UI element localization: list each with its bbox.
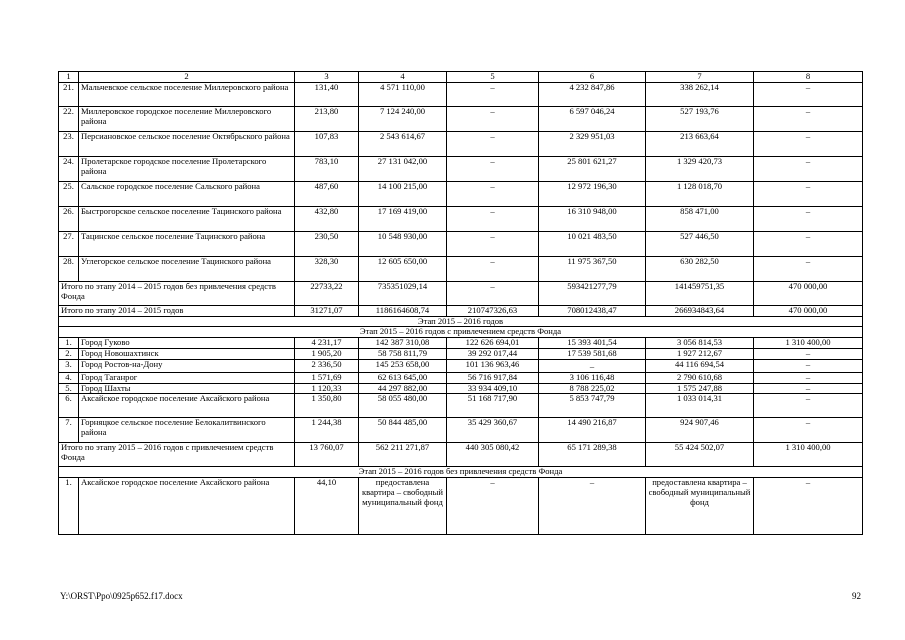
total-label: Итого по этапу 2015 – 2016 годов с привлечением средств Фонда [59, 443, 295, 467]
cell-extra: – [754, 383, 863, 394]
cell-local: 527 446,50 [646, 231, 754, 256]
cell-area: 4 231,17 [295, 338, 359, 349]
settlement-name: Город Таганрог [79, 372, 295, 383]
table-row [59, 256, 863, 281]
row-number: 2. [59, 348, 79, 359]
cell-area: 487,60 [295, 181, 359, 206]
row-number: 25. [59, 181, 79, 206]
cell-extra: – [754, 478, 863, 535]
cell-local: 1 128 018,70 [646, 181, 754, 206]
cell-total-cost: 562 211 271,87 [359, 443, 447, 467]
footer-file-path: Y:\ORST\Ppo\0925p652.f17.docx [60, 591, 183, 601]
cell-extra: – [754, 181, 863, 206]
cell-regional: 25 801 621,27 [539, 156, 646, 181]
cell-fund: 56 716 917,84 [447, 372, 539, 383]
header-cell: 2 [79, 72, 295, 83]
row-number: 1. [59, 478, 79, 535]
cell-fund: – [447, 82, 539, 106]
table-row [59, 372, 863, 383]
cell-total-cost: 7 124 240,00 [359, 106, 447, 131]
cell-fund: – [447, 256, 539, 281]
row-number: 3. [59, 359, 79, 372]
page-number: 92 [852, 591, 861, 601]
cell-fund: – [447, 106, 539, 131]
table-row [59, 106, 863, 131]
cell-local: 1 329 420,73 [646, 156, 754, 181]
cell-fund: 122 626 694,01 [447, 338, 539, 349]
cell-regional: 10 021 483,50 [539, 231, 646, 256]
cell-fund: – [447, 131, 539, 156]
total-row [59, 305, 863, 316]
cell-regional: – [539, 359, 646, 372]
total-label: Итого по этапу 2014 – 2015 годов [59, 305, 295, 316]
cell-total-cost: 50 844 485,00 [359, 418, 447, 443]
row-number: 6. [59, 394, 79, 418]
header-cell: 6 [539, 72, 646, 83]
section-row [59, 467, 863, 478]
row-number: 24. [59, 156, 79, 181]
table-row [59, 418, 863, 443]
table-row [59, 181, 863, 206]
cell-fund: – [447, 156, 539, 181]
section-title: Этап 2015 – 2016 годов [59, 316, 863, 327]
cell-total-cost: 44 297 882,00 [359, 383, 447, 394]
header-cell: 7 [646, 72, 754, 83]
cell-extra: – [754, 348, 863, 359]
table-row [59, 478, 863, 535]
table-row [59, 231, 863, 256]
cell-local: 3 056 814,53 [646, 338, 754, 349]
cell-fund: – [447, 478, 539, 535]
cell-regional: 8 788 225,02 [539, 383, 646, 394]
row-number: 7. [59, 418, 79, 443]
cell-area: 22733,22 [295, 281, 359, 305]
cell-local: 141459751,35 [646, 281, 754, 305]
cell-local: 924 907,46 [646, 418, 754, 443]
cell-area: 1 244,38 [295, 418, 359, 443]
cell-fund: 35 429 360,67 [447, 418, 539, 443]
settlement-name: Углегорское сельское поселение Тацинского района [79, 256, 295, 281]
cell-fund: – [447, 281, 539, 305]
cell-local: 1 575 247,88 [646, 383, 754, 394]
row-number: 22. [59, 106, 79, 131]
row-number: 4. [59, 372, 79, 383]
cell-local: 213 663,64 [646, 131, 754, 156]
settlement-name: Тацинское сельское поселение Тацинского района [79, 231, 295, 256]
cell-area: 1 120,33 [295, 383, 359, 394]
table-row [59, 338, 863, 349]
settlement-name: Город Гуково [79, 338, 295, 349]
section-row [59, 327, 863, 338]
settlement-name: Город Новошахтинск [79, 348, 295, 359]
cell-fund: – [447, 231, 539, 256]
settlement-name: Пролетарское городское поселение Пролетарского района [79, 156, 295, 181]
cell-extra: – [754, 231, 863, 256]
cell-local: 858 471,00 [646, 206, 754, 231]
table-row [59, 348, 863, 359]
cell-total-cost: 1186164608,74 [359, 305, 447, 316]
cell-extra: – [754, 256, 863, 281]
settlement-name: Аксайское городское поселение Аксайского района [79, 478, 295, 535]
header-cell: 3 [295, 72, 359, 83]
cell-fund: – [447, 181, 539, 206]
cell-regional: 17 539 581,68 [539, 348, 646, 359]
cell-extra: 1 310 400,00 [754, 338, 863, 349]
table-row [59, 156, 863, 181]
cell-local: 1 927 212,67 [646, 348, 754, 359]
cell-total-cost: 4 571 110,00 [359, 82, 447, 106]
total-row [59, 443, 863, 467]
cell-total-cost: 12 605 650,00 [359, 256, 447, 281]
cell-extra: – [754, 394, 863, 418]
cell-area: 31271,07 [295, 305, 359, 316]
cell-regional: 3 106 116,48 [539, 372, 646, 383]
cell-regional: 16 310 948,00 [539, 206, 646, 231]
cell-fund: 39 292 017,44 [447, 348, 539, 359]
settlement-name: Мальчевское сельское поселение Миллеровского района [79, 82, 295, 106]
cell-regional: 14 490 216,87 [539, 418, 646, 443]
cell-extra: – [754, 359, 863, 372]
cell-fund: 440 305 080,42 [447, 443, 539, 467]
cell-total-cost: 58 758 811,79 [359, 348, 447, 359]
cell-local: 527 193,76 [646, 106, 754, 131]
cell-area: 213,80 [295, 106, 359, 131]
cell-total-cost: 17 169 419,00 [359, 206, 447, 231]
settlement-name: Аксайское городское поселение Аксайского района [79, 394, 295, 418]
cell-extra: – [754, 131, 863, 156]
cell-total-cost: 735351029,14 [359, 281, 447, 305]
cell-total-cost: 62 613 645,00 [359, 372, 447, 383]
header-cell: 4 [359, 72, 447, 83]
row-number: 5. [59, 383, 79, 394]
cell-fund: 51 168 717,90 [447, 394, 539, 418]
cell-local: 1 033 014,31 [646, 394, 754, 418]
cell-local: 2 790 610,68 [646, 372, 754, 383]
cell-regional: 6 597 046,24 [539, 106, 646, 131]
cell-local: предоставлена квартира – свободный муниципальный фонд [646, 478, 754, 535]
cell-local: 266934843,64 [646, 305, 754, 316]
section-row [59, 316, 863, 327]
row-number: 28. [59, 256, 79, 281]
cell-area: 107,83 [295, 131, 359, 156]
section-subtitle: Этап 2015 – 2016 годов с привлечением средств Фонда [59, 327, 863, 338]
header-cell: 1 [59, 72, 79, 83]
table-row [59, 383, 863, 394]
settlement-name: Персиановское сельское поселение Октябрьского района [79, 131, 295, 156]
cell-fund: 210747326,63 [447, 305, 539, 316]
cell-total-cost: 142 387 310,08 [359, 338, 447, 349]
cell-total-cost: 14 100 215,00 [359, 181, 447, 206]
cell-fund: 101 136 963,46 [447, 359, 539, 372]
row-number: 21. [59, 82, 79, 106]
cell-regional: 708012438,47 [539, 305, 646, 316]
cell-total-cost: 27 131 042,00 [359, 156, 447, 181]
cell-extra: 470 000,00 [754, 305, 863, 316]
settlement-name: Миллеровское городское поселение Миллеровского района [79, 106, 295, 131]
cell-area: 1 905,20 [295, 348, 359, 359]
cell-fund: 33 934 409,10 [447, 383, 539, 394]
table-row [59, 394, 863, 418]
data-table [58, 71, 863, 535]
cell-total-cost: 2 543 614,67 [359, 131, 447, 156]
cell-total-cost: предоставлена квартира – свободный муниципальный фонд [359, 478, 447, 535]
cell-regional: 5 853 747,79 [539, 394, 646, 418]
row-number: 23. [59, 131, 79, 156]
settlement-name: Быстрогорское сельское поселение Тацинского района [79, 206, 295, 231]
cell-extra: – [754, 372, 863, 383]
cell-area: 328,30 [295, 256, 359, 281]
cell-regional: 11 975 367,50 [539, 256, 646, 281]
cell-local: 44 116 694,54 [646, 359, 754, 372]
row-number: 1. [59, 338, 79, 349]
header-cell: 8 [754, 72, 863, 83]
cell-area: 1 350,80 [295, 394, 359, 418]
cell-regional: 65 171 289,38 [539, 443, 646, 467]
cell-area: 230,50 [295, 231, 359, 256]
cell-extra: – [754, 156, 863, 181]
cell-extra: 1 310 400,00 [754, 443, 863, 467]
header-row [59, 72, 863, 83]
settlement-name: Сальское городское поселение Сальского района [79, 181, 295, 206]
section-subtitle: Этап 2015 – 2016 годов без привлечения средств Фонда [59, 467, 863, 478]
cell-extra: – [754, 418, 863, 443]
cell-total-cost: 10 548 930,00 [359, 231, 447, 256]
cell-fund: – [447, 206, 539, 231]
cell-area: 13 760,07 [295, 443, 359, 467]
cell-area: 2 336,50 [295, 359, 359, 372]
cell-regional: 15 393 401,54 [539, 338, 646, 349]
cell-regional: 593421277,79 [539, 281, 646, 305]
cell-regional: 12 972 196,30 [539, 181, 646, 206]
settlement-name: Город Ростов-на-Дону [79, 359, 295, 372]
cell-local: 338 262,14 [646, 82, 754, 106]
cell-area: 432,80 [295, 206, 359, 231]
cell-total-cost: 145 253 658,00 [359, 359, 447, 372]
cell-regional: 2 329 951,03 [539, 131, 646, 156]
total-row [59, 281, 863, 305]
settlement-name: Город Шахты [79, 383, 295, 394]
total-label: Итого по этапу 2014 – 2015 годов без привлечения средств Фонда [59, 281, 295, 305]
cell-extra: – [754, 106, 863, 131]
cell-local: 630 282,50 [646, 256, 754, 281]
table-row [59, 131, 863, 156]
cell-area: 783,10 [295, 156, 359, 181]
cell-local: 55 424 502,07 [646, 443, 754, 467]
cell-total-cost: 58 055 480,00 [359, 394, 447, 418]
table-row [59, 82, 863, 106]
cell-extra: – [754, 206, 863, 231]
settlement-name: Горняцкое сельское поселение Белокалитвинского района [79, 418, 295, 443]
cell-regional: 4 232 847,86 [539, 82, 646, 106]
row-number: 27. [59, 231, 79, 256]
cell-area: 131,40 [295, 82, 359, 106]
cell-extra: 470 000,00 [754, 281, 863, 305]
cell-extra: – [754, 82, 863, 106]
row-number: 26. [59, 206, 79, 231]
table-row [59, 359, 863, 372]
table-row [59, 206, 863, 231]
header-cell: 5 [447, 72, 539, 83]
cell-area: 1 571,69 [295, 372, 359, 383]
cell-area: 44,10 [295, 478, 359, 535]
cell-regional: – [539, 478, 646, 535]
